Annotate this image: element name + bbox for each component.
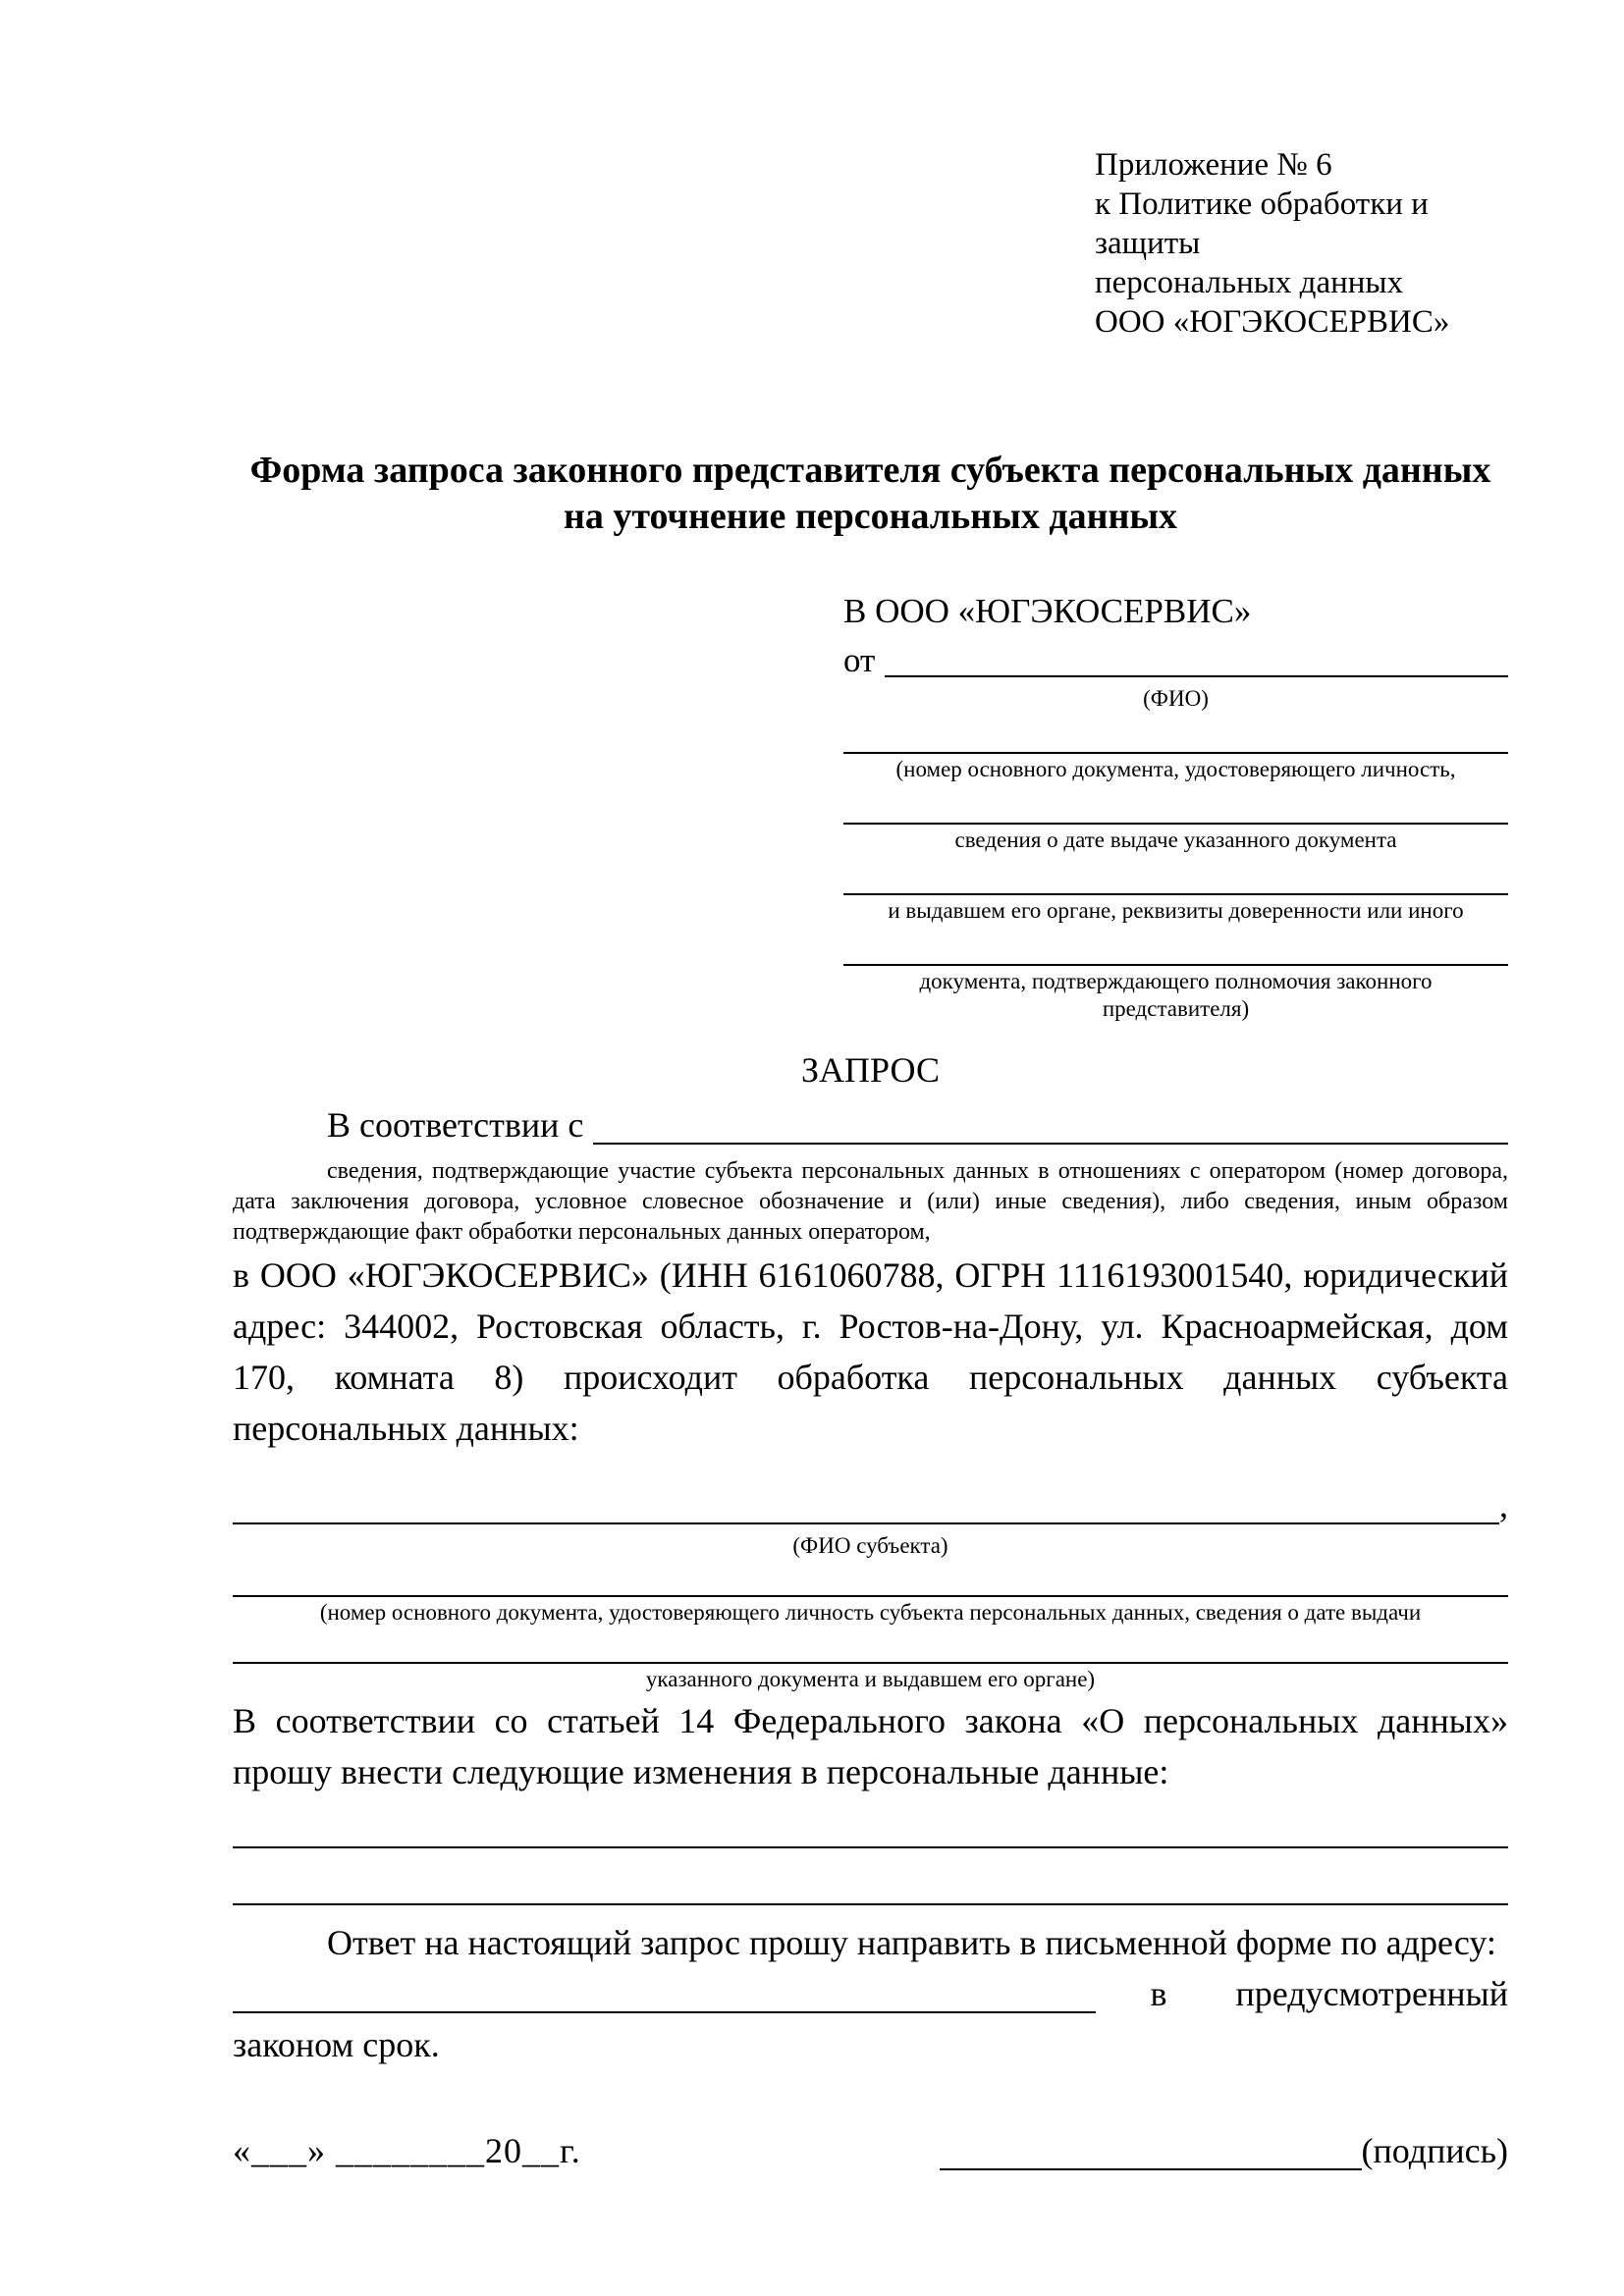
answer-address-row bbox=[233, 1968, 1508, 2019]
from-row bbox=[843, 638, 1508, 683]
accordance-label: В соответствии с bbox=[327, 1105, 584, 1145]
signature-caption: (подпись) bbox=[1361, 2131, 1508, 2170]
subject-doc-caption-2: указанного документа и выдавшем его органе) bbox=[645, 1667, 1096, 1691]
answer-word-2: предусмотренный bbox=[1235, 1974, 1508, 2013]
issuing-authority-blank-line bbox=[843, 854, 1508, 895]
operator-paragraph: в ООО «ЮГЭКОСЕРВИС» (ИНН 6161060788, ОГРН 1116193001540, юридический адрес: 344002, Ростовская область, г. Ростов-на-Дону, ул. Красноармейская, дом 170, комната 8) происходит обработка персональных данных субъекта персональных данных: bbox=[233, 1255, 1508, 1448]
accordance-row bbox=[233, 1099, 1508, 1150]
changes-blank-line-2 bbox=[233, 1848, 1508, 1905]
subject-line-suffix: , bbox=[1499, 1485, 1508, 1524]
subject-fio-blank-line bbox=[233, 1522, 1499, 1524]
appendix-line: ООО «ЮГЭКОСЕРВИС» bbox=[1095, 304, 1450, 340]
addressee-field-2 bbox=[843, 783, 1508, 854]
appendix-line: к Политике обработки и защиты bbox=[1095, 187, 1429, 261]
answer-paragraph: Ответ на настоящий запрос прошу направить в письменной форме по адресу: bbox=[327, 1923, 1496, 1962]
subject-fio-row bbox=[233, 1479, 1508, 1530]
article-paragraph: В соответствии со статьей 14 Федерального закона «О персональных данных» прошу внести следующие изменения в персональные данные: bbox=[233, 1701, 1508, 1791]
page-title-line1: Форма запроса законного представителя субъекта персональных данных bbox=[249, 450, 1491, 491]
appendix-line: персональных данных bbox=[1095, 265, 1404, 300]
footer-row bbox=[233, 2125, 1508, 2176]
page-title bbox=[233, 448, 1508, 540]
addressee-field-1 bbox=[843, 713, 1508, 783]
answer-tail: законом срок. bbox=[233, 2025, 440, 2064]
issue-date-caption: сведения о дате выдаче указанного документа bbox=[954, 828, 1397, 852]
signature-blank-line bbox=[940, 2168, 1362, 2170]
addressee-field-4 bbox=[843, 925, 1508, 1023]
answer-address-blank-line bbox=[233, 2011, 1096, 2013]
issue-date-blank-line bbox=[843, 783, 1508, 825]
accordance-fine-print: сведения, подтверждающие участие субъекта персональных данных в отношениях с оператором (номер договора, дата заключения договора, условное словесное обозначение и (или) иные сведения), либо сведения, иным образом подтверждающие факт обработки персональных данных оператором, bbox=[233, 1158, 1508, 1245]
addressee-field-3 bbox=[843, 854, 1508, 925]
addressee-block bbox=[843, 589, 1508, 1023]
fio-caption: (ФИО) bbox=[1143, 686, 1209, 711]
document-number-caption: (номер основного документа, удостоверяющего личность, bbox=[895, 757, 1456, 781]
request-heading: ЗАПРОС bbox=[801, 1050, 940, 1090]
subject-doc-field-2 bbox=[233, 1627, 1508, 1693]
document-number-blank-line bbox=[843, 713, 1508, 754]
subject-fio-caption: (ФИО субъекта) bbox=[792, 1533, 948, 1558]
appendix-line: Приложение № 6 bbox=[1095, 147, 1332, 183]
fio-blank-line bbox=[885, 675, 1508, 677]
addressee-to: В ООО «ЮГЭКОСЕРВИС» bbox=[843, 592, 1252, 630]
subject-doc-field-1 bbox=[233, 1560, 1508, 1627]
subject-doc-blank-line-1 bbox=[233, 1560, 1508, 1597]
representative-authority-blank-line bbox=[843, 925, 1508, 966]
signature-block bbox=[940, 2125, 1508, 2176]
appendix-header bbox=[1095, 145, 1508, 342]
changes-blank-line-1 bbox=[233, 1797, 1508, 1848]
issuing-authority-caption: и выдавшем его органе, реквизиты доверенности или иного bbox=[888, 898, 1464, 923]
page-title-line2: на уточнение персональных данных bbox=[563, 496, 1178, 537]
answer-word-1: в bbox=[1150, 1974, 1167, 2013]
accordance-blank-line bbox=[593, 1143, 1508, 1145]
subject-doc-blank-line-2 bbox=[233, 1627, 1508, 1664]
date-line: «___» ________20__г. bbox=[233, 2131, 581, 2170]
subject-doc-caption-1: (номер основного документа, удостоверяющего личность субъекта персональных данных, сведения о дате выдачи bbox=[319, 1600, 1422, 1625]
from-label: от bbox=[843, 641, 876, 679]
representative-authority-caption: документа, подтверждающего полномочия законного представителя) bbox=[919, 969, 1433, 1021]
